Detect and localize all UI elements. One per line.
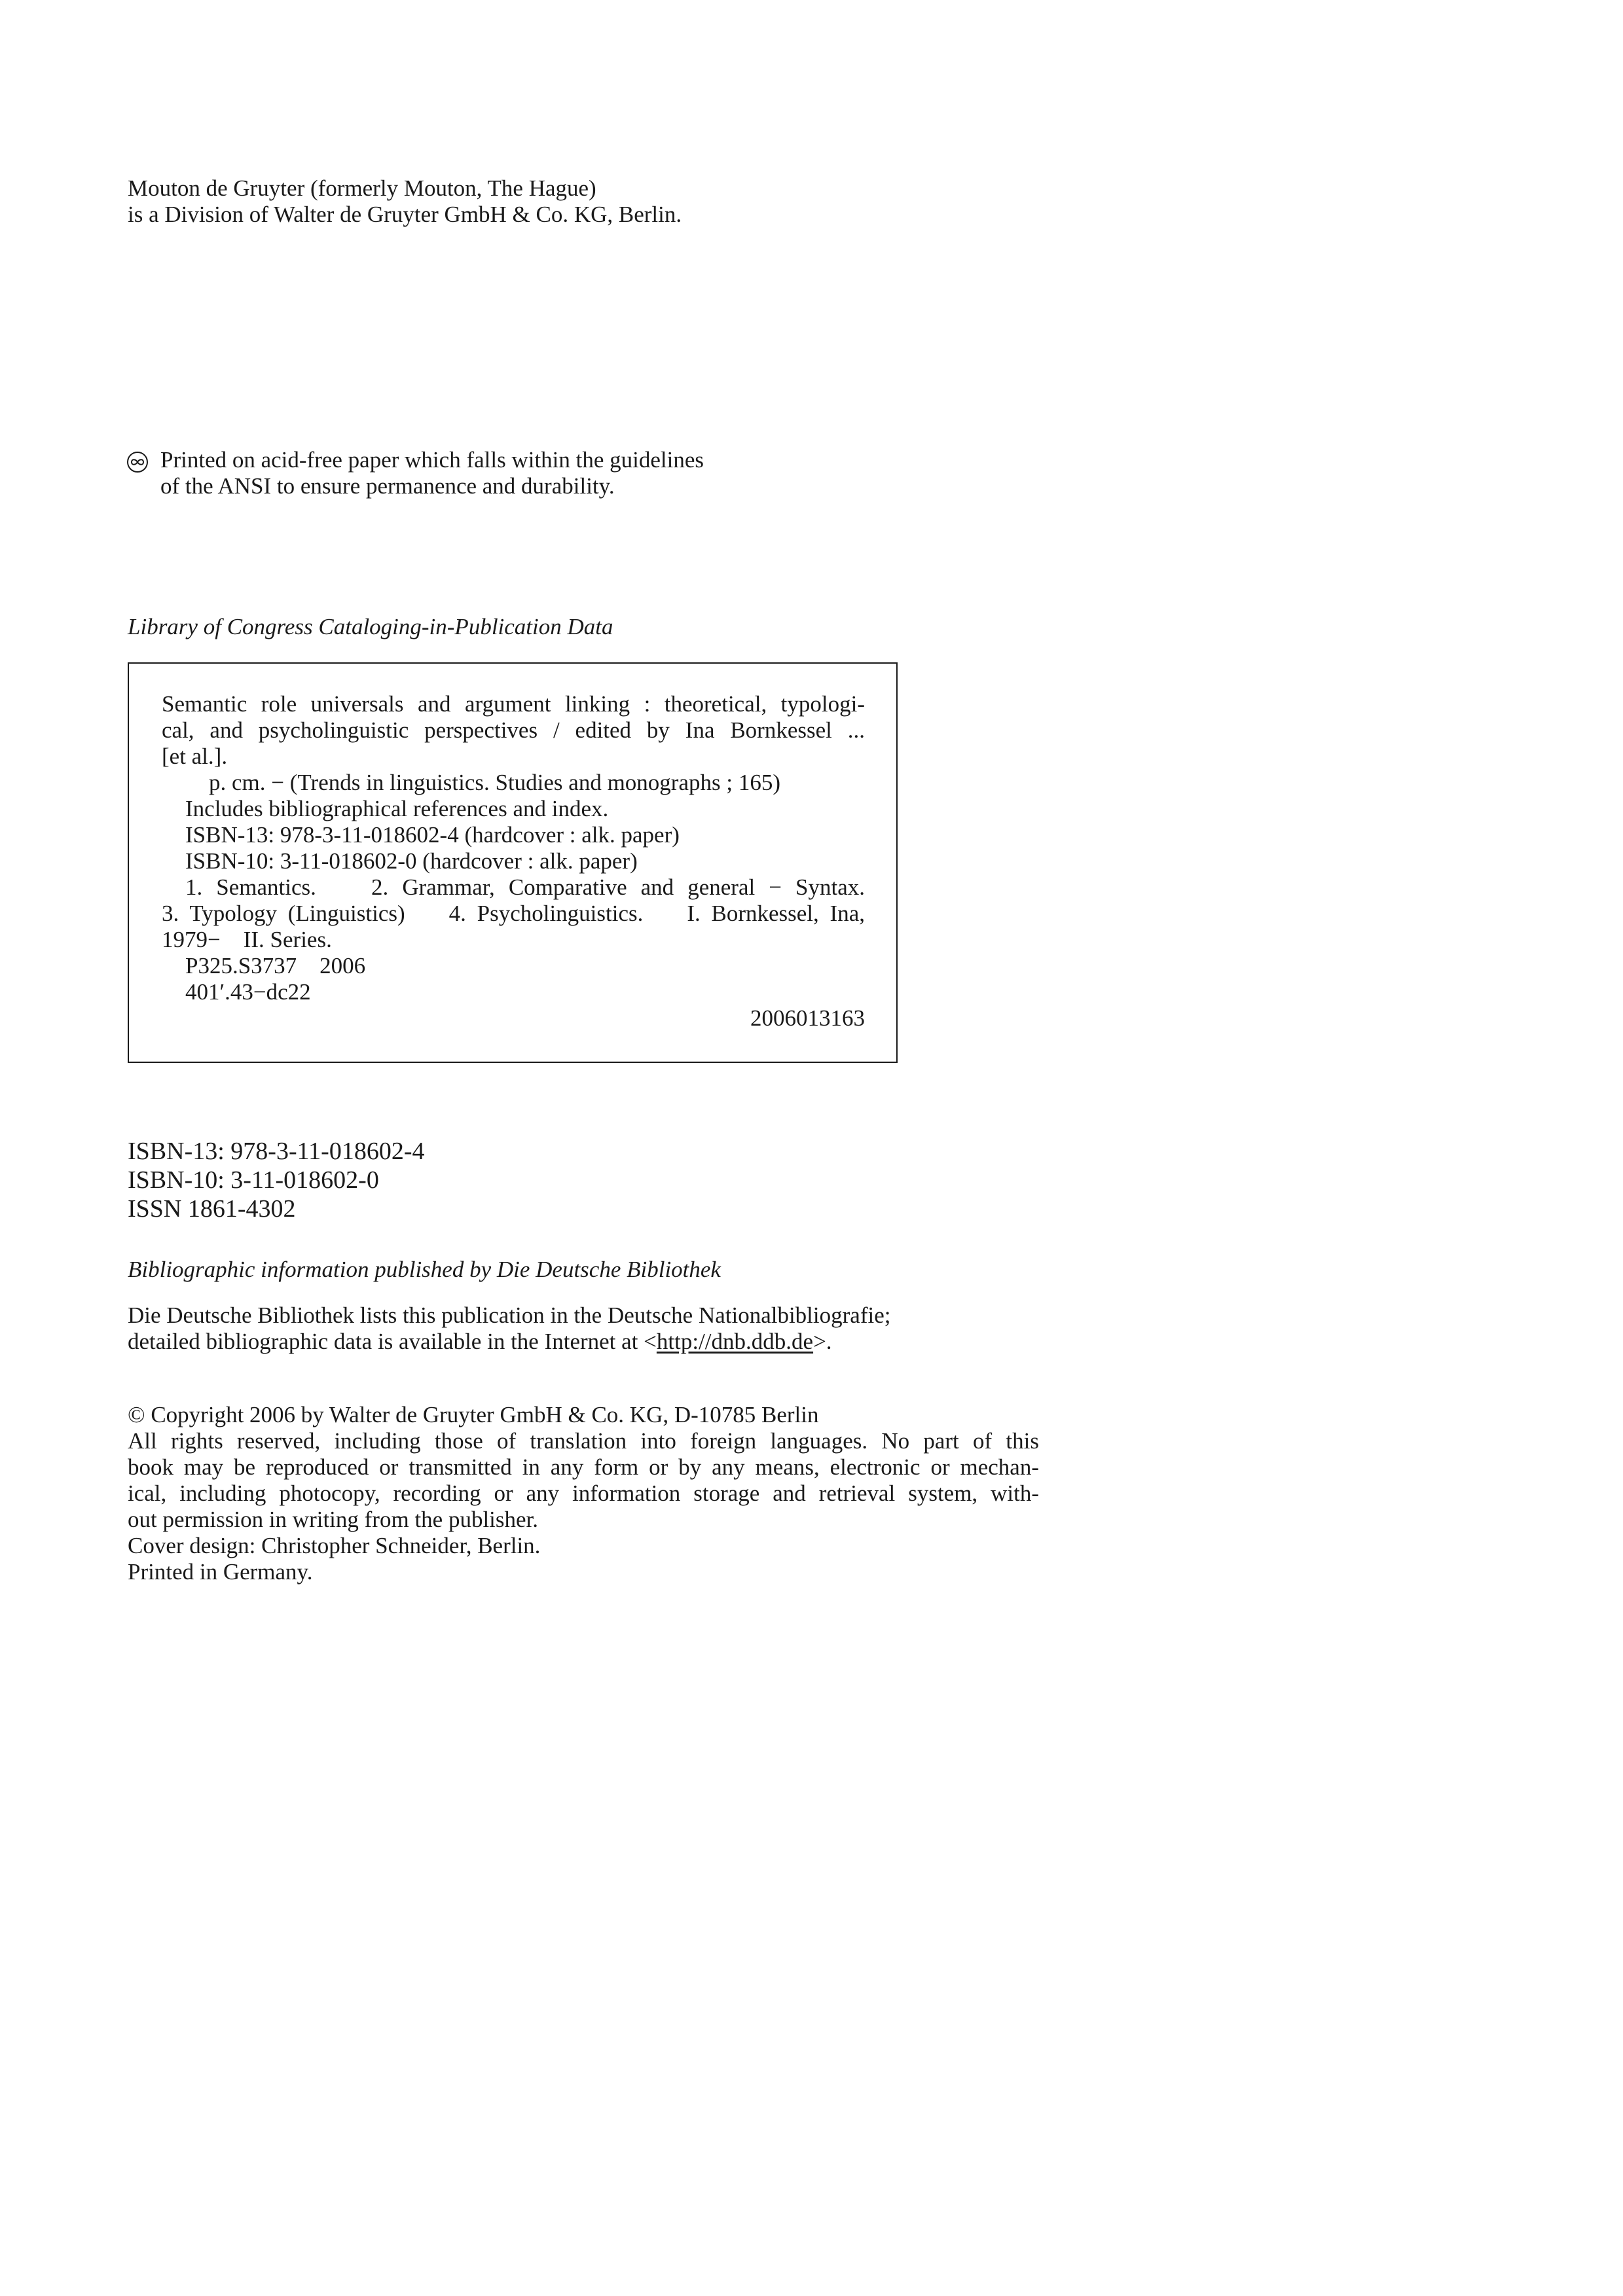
issn: ISSN 1861-4302 <box>128 1195 296 1223</box>
dnb-line-2-prefix: detailed bibliographic data is available in the Internet at < <box>128 1329 657 1354</box>
cip-title-line-3: [et al.]. <box>162 744 228 769</box>
cip-subjects-line-2: 3. Typology (Linguistics) 4. Psycholinguistics. I. Bornkessel, Ina, <box>162 901 865 926</box>
cip-control-number: 2006013163 <box>750 1005 865 1031</box>
acid-free-paper-notice <box>128 447 704 499</box>
dnb-heading: Bibliographic information published by Die Deutsche Bibliothek <box>128 1257 721 1282</box>
publisher-line-1: Mouton de Gruyter (formerly Mouton, The Hague) <box>128 175 596 201</box>
isbn-10: ISBN-10: 3-11-018602-0 <box>128 1166 379 1194</box>
isbn-13: ISBN-13: 978-3-11-018602-4 <box>128 1138 425 1165</box>
cip-isbn-13: ISBN-13: 978-3-11-018602-4 (hardcover : alk. paper) <box>185 822 680 848</box>
dnb-line-1: Die Deutsche Bibliothek lists this publication in the Deutsche Nationalbibliografie; <box>128 1302 891 1328</box>
cip-title-line-1: Semantic role universals and argument linking : theoretical, typologi- <box>162 691 865 717</box>
isbn-block <box>128 1137 425 1223</box>
dnb-line-2-suffix: >. <box>813 1329 832 1354</box>
cip-subjects-line-3: 1979− II. Series. <box>162 927 332 952</box>
rights-line-3: ical, including photocopy, recording or any information storage and retrieval system, with- <box>128 1480 1039 1506</box>
publisher-line-2: is a Division of Walter de Gruyter GmbH & Co. KG, Berlin. <box>128 202 682 227</box>
printed-in-statement: Printed in Germany. <box>128 1559 313 1585</box>
copyright-line: © Copyright 2006 by Walter de Gruyter GmbH & Co. KG, D-10785 Berlin <box>128 1402 819 1427</box>
rights-line-4: out permission in writing from the publisher. <box>128 1507 539 1532</box>
dnb-url-link[interactable]: http://dnb.ddb.de <box>656 1329 814 1354</box>
paper-notice-line-1: Printed on acid-free paper which falls within the guidelines <box>160 447 704 473</box>
dnb-statement <box>128 1302 890 1355</box>
cip-subjects-line-1: 1. Semantics. 2. Grammar, Comparative and general − Syntax. <box>185 874 865 900</box>
cip-title-line-2: cal, and psycholinguistic perspectives / edited by Ina Bornkessel ... <box>162 717 865 743</box>
cip-data-box <box>128 662 898 1063</box>
cip-dewey-number: 401′.43−dc22 <box>185 979 311 1005</box>
dnb-line-2 <box>128 1329 890 1355</box>
cover-design-credit: Cover design: Christopher Schneider, Berlin. <box>128 1533 541 1558</box>
rights-line-2: book may be reproduced or transmitted in any form or by any means, electronic or mechan- <box>128 1454 1039 1480</box>
cip-isbn-10: ISBN-10: 3-11-018602-0 (hardcover : alk. paper) <box>185 848 638 874</box>
cip-physical-description: p. cm. − (Trends in linguistics. Studies and monographs ; 165) <box>209 770 781 795</box>
publisher-statement <box>128 175 682 228</box>
rights-line-1: All rights reserved, including those of translation into foreign languages. No part of this <box>128 1428 1039 1454</box>
cip-bibliography-note: Includes bibliographical references and index. <box>185 796 609 821</box>
cip-lc-call-number: P325.S3737 2006 <box>185 953 366 978</box>
paper-notice-line-2: of the ANSI to ensure permanence and durability. <box>160 473 615 499</box>
loc-cip-heading: Library of Congress Cataloging-in-Publication Data <box>128 614 613 639</box>
copyright-block <box>128 1402 1039 1585</box>
infinity-in-circle-icon <box>126 451 149 473</box>
